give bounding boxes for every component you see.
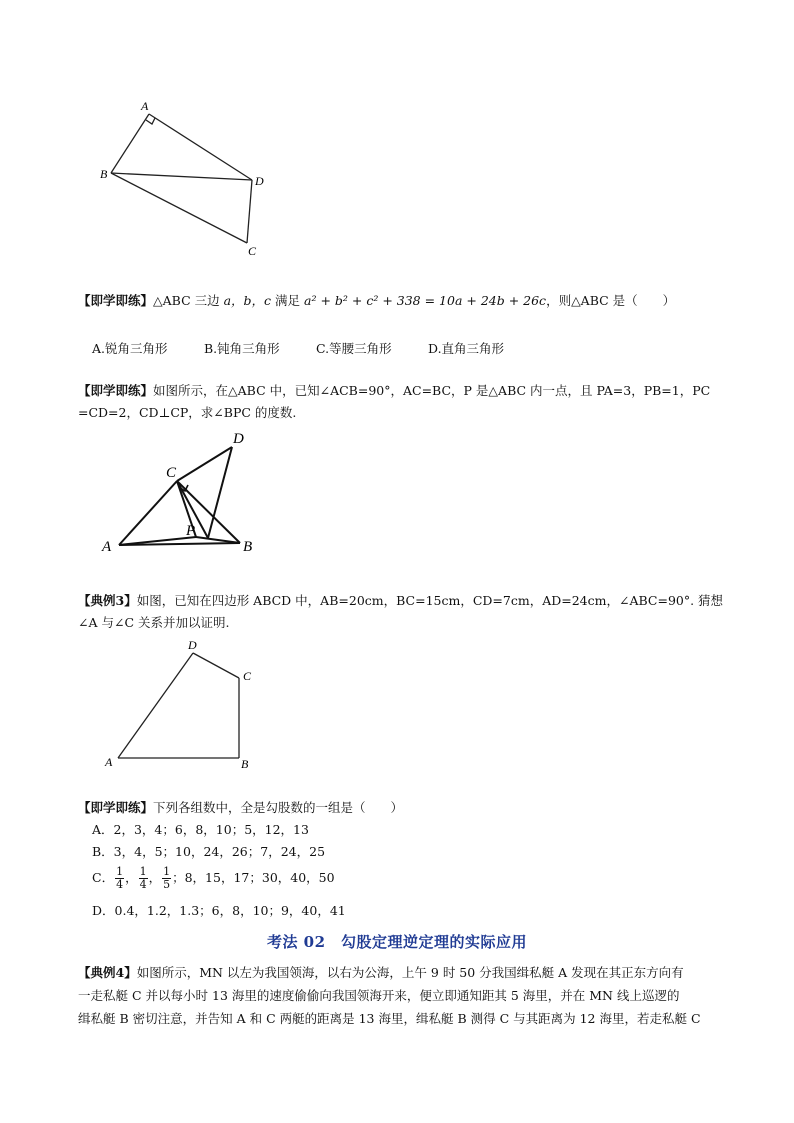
question-1-stem: 【即学即练】△ABC 三边 a，b，c 满足 a² + b² + c² + 338 = 10a + 24b + 26c，则△ABC 是（ ） (78, 293, 676, 308)
fraction: $\frac{1}{5}$ (163, 865, 171, 891)
fig2-label-p: P (186, 523, 196, 539)
option-a[interactable]: A.锐角三角形 (92, 341, 168, 356)
fig2-label-b: B (243, 539, 253, 555)
fig3-label-d: D (188, 638, 197, 652)
example-4-line-2: 一走私艇 C 并以每小时 13 海里的速度偷偷向我国领海开来，便立即通知距其 5 海里，并在 MN 线上巡逻的 (78, 988, 680, 1003)
example-3-line-1: 【典例3】如图，已知在四边形 ABCD 中，AB=20cm，BC=15cm，CD=7cm，AD=24cm，∠ABC=90°. 猜想 (78, 593, 724, 608)
question-3-stem: 【即学即练】下列各组数中，全是勾股数的一组是（ ） (78, 800, 404, 815)
figure-3 (100, 635, 270, 775)
option-c[interactable]: C.等腰三角形 (316, 341, 392, 356)
equation: a² + b² + c² + 338 = 10a + 24b + 26c (304, 293, 547, 308)
option-c[interactable]: C． $\frac{1}{4}$ ， $\frac{1}{4}$ ， $\frac{1}{5}$ ；8，15，17；30，40，50 (92, 865, 335, 891)
fig1-label-a: A (141, 99, 149, 113)
example-tag: 【典例4】 (78, 965, 137, 980)
example-4-line-1: 【典例4】如图所示，MN 以左为我国领海，以右为公海，上午 9 时 50 分我国缉私艇 A 发现在其正东方向有 (78, 965, 684, 980)
fig1-label-b: B (100, 167, 108, 181)
fig3-label-c: C (243, 669, 252, 683)
section-heading: 考法 02 勾股定理逆定理的实际应用 (266, 933, 528, 951)
question-2-line-1: 【即学即练】如图所示，在△ABC 中，已知∠ACB=90°，AC=BC，P 是△ABC 内一点，且 PA=3，PB=1，PC (78, 383, 711, 398)
question-tag: 【即学即练】 (78, 800, 154, 815)
example-3-line-2: ∠A 与∠C 关系并加以证明. (78, 615, 230, 630)
option-d[interactable]: D．0.4，1.2，1.3；6，8，10；9，40，41 (92, 903, 346, 918)
fig3-label-b: B (241, 757, 249, 771)
question-tag: 【即学即练】 (78, 293, 154, 308)
fig1-label-d: D (255, 174, 264, 188)
figure-1 (95, 95, 285, 265)
question-2-line-2: =CD=2，CD⊥CP，求∠BPC 的度数. (78, 405, 297, 420)
example-tag: 【典例3】 (78, 593, 137, 608)
fig1-label-c: C (248, 244, 257, 258)
option-a[interactable]: A．2，3，4；6，8，10；5，12，13 (92, 822, 309, 837)
example-4-line-3: 缉私艇 B 密切注意，并告知 A 和 C 两艇的距离是 13 海里，缉私艇 B 测得 C 与其距离为 12 海里，若走私艇 C (78, 1011, 701, 1026)
option-b[interactable]: B．3，4，5；10，24，26；7，24，25 (92, 844, 326, 859)
option-b[interactable]: B.钝角三角形 (204, 341, 280, 356)
fraction: $\frac{1}{4}$ (116, 865, 124, 891)
figure-2 (95, 425, 275, 560)
question-tag: 【即学即练】 (78, 383, 154, 398)
fig2-label-a: A (102, 539, 112, 555)
question-1-options (92, 338, 592, 360)
fraction: $\frac{1}{4}$ (139, 865, 147, 891)
fig2-label-c: C (166, 465, 177, 481)
fig3-label-a: A (105, 755, 113, 769)
option-d[interactable]: D.直角三角形 (428, 341, 505, 356)
fig2-label-d: D (233, 431, 244, 447)
